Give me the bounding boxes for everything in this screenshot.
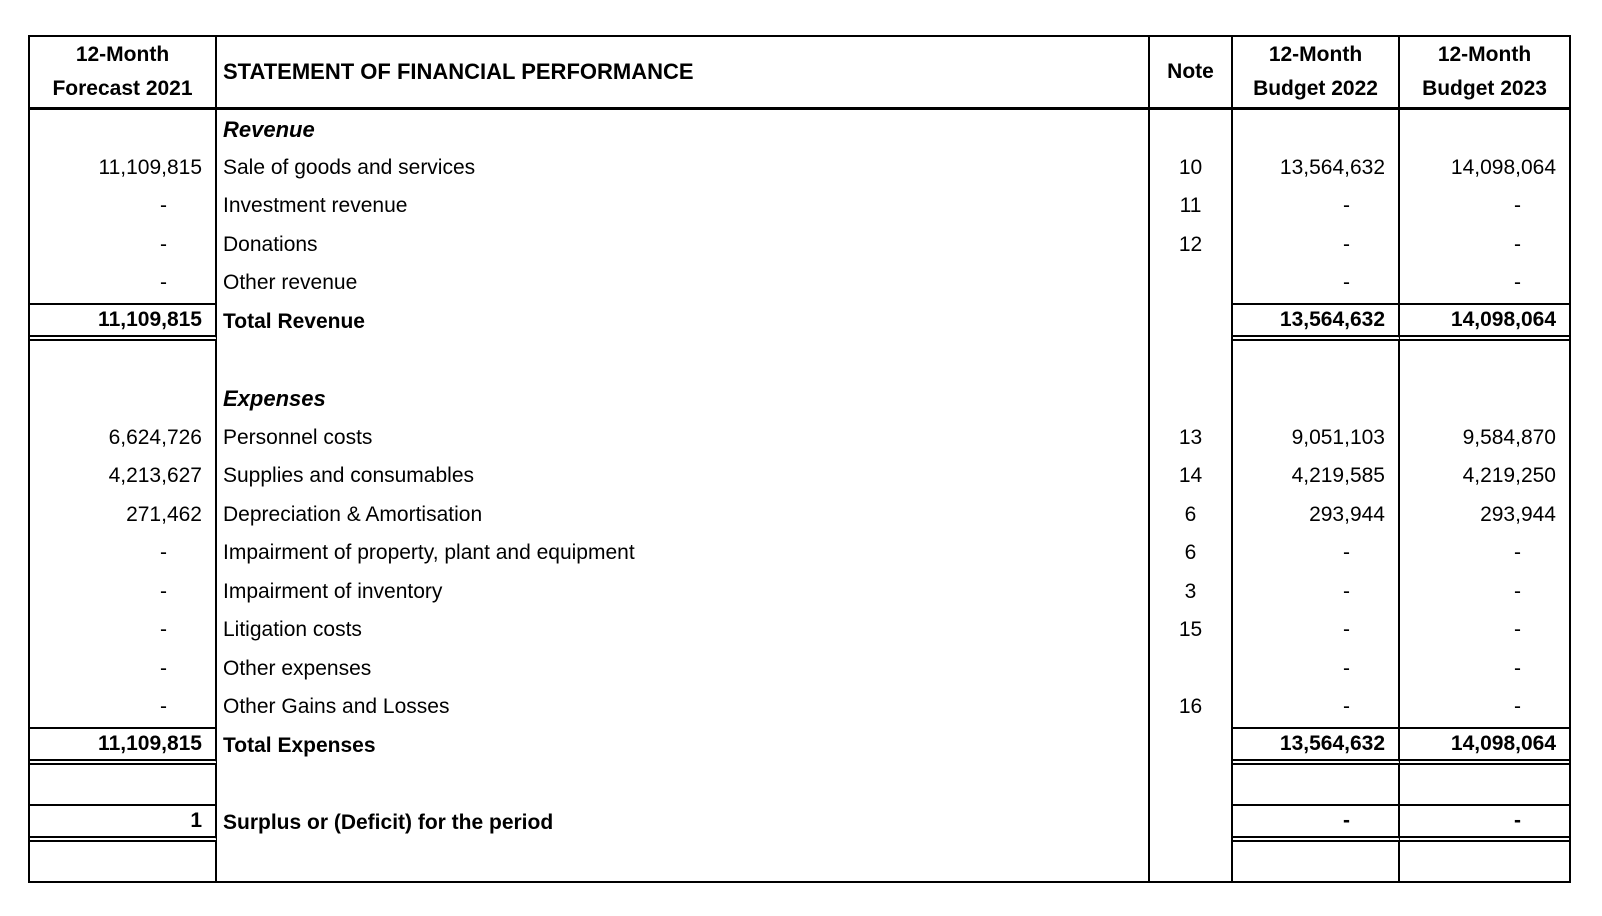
cell-total-label: Total Revenue [217, 303, 1150, 342]
cell-budget-2023: 14,098,064 [1400, 727, 1569, 766]
cell-budget-2023: - [1514, 541, 1521, 565]
header-budget-2022-line1: 12-Month [1268, 43, 1363, 67]
cell-line-item: Impairment of property, plant and equipment [217, 534, 1150, 573]
cell-budget-2022: 9,051,103 [1233, 418, 1400, 457]
cell-line-item: Depreciation & Amortisation [217, 495, 1150, 534]
cell-budget-2022: - [1233, 187, 1400, 226]
cell-budget-2022 [1233, 842, 1400, 881]
cell-budget-2022: - [1233, 573, 1400, 612]
cell-forecast-2021: - [30, 264, 217, 303]
cell-note [1150, 804, 1233, 843]
header-budget-2023 [1400, 37, 1569, 110]
cell-forecast-2021: - [30, 650, 217, 689]
cell-forecast-2021 [30, 842, 217, 881]
header-forecast-2021 [30, 37, 217, 110]
cell-budget-2023 [1400, 341, 1569, 380]
cell-budget-2023: - [1400, 804, 1569, 843]
cell-line-item: Other Gains and Losses [217, 688, 1150, 727]
cell-budget-2023: - [1514, 618, 1521, 642]
header-budget-2023-line1: 12-Month [1437, 43, 1532, 67]
header-budget-2023-line2: Budget 2023 [1422, 76, 1547, 100]
cell-budget-2023: - [1514, 656, 1521, 680]
cell-note [1150, 842, 1233, 881]
cell-note: 16 [1150, 688, 1233, 727]
cell-note [1150, 341, 1233, 380]
cell-forecast-2021: 11,109,815 [30, 727, 217, 766]
cell-forecast-2021: 11,109,815 [30, 149, 217, 188]
cell-budget-2022: - [1233, 534, 1400, 573]
cell-forecast-2021: - [30, 573, 217, 612]
cell-note [1150, 765, 1233, 804]
cell-note: 14 [1150, 457, 1233, 496]
cell-note [1150, 727, 1233, 766]
cell-budget-2023 [1400, 765, 1569, 804]
cell-forecast-2021: - [30, 534, 217, 573]
cell-forecast-2021: 1 [30, 804, 217, 843]
cell-forecast-2021: - [30, 187, 217, 226]
cell-budget-2022: 13,564,632 [1233, 727, 1400, 766]
cell-budget-2022: - [1233, 264, 1400, 303]
cell-line-item [217, 765, 1150, 804]
cell-note: 6 [1150, 495, 1233, 534]
cell-line-item: Supplies and consumables [217, 457, 1150, 496]
cell-note: 13 [1150, 418, 1233, 457]
cell-budget-2022: - [1233, 226, 1400, 265]
cell-note [1150, 110, 1233, 149]
cell-budget-2022 [1233, 110, 1400, 149]
cell-budget-2023: 9,584,870 [1462, 425, 1556, 449]
cell-budget-2023: - [1514, 232, 1521, 256]
cell-forecast-2021: 271,462 [30, 495, 217, 534]
cell-forecast-2021 [30, 765, 217, 804]
cell-budget-2023: - [1514, 194, 1521, 218]
cell-line-item: Other revenue [217, 264, 1150, 303]
cell-note: 10 [1150, 149, 1233, 188]
cell-note: 15 [1150, 611, 1233, 650]
cell-budget-2022: 293,944 [1233, 495, 1400, 534]
cell-line-item: Litigation costs [217, 611, 1150, 650]
header-forecast-line2: Forecast 2021 [52, 76, 193, 100]
cell-total-label: Total Expenses [217, 727, 1150, 766]
cell-note [1150, 264, 1233, 303]
cell-forecast-2021 [30, 341, 217, 380]
header-budget-2022-line2: Budget 2022 [1253, 76, 1378, 100]
cell-budget-2022: - [1233, 688, 1400, 727]
cell-forecast-2021 [30, 380, 217, 419]
cell-line-item [217, 842, 1150, 881]
cell-budget-2023: 4,219,250 [1462, 464, 1556, 488]
financial-performance-table [28, 35, 1571, 883]
cell-forecast-2021: - [30, 611, 217, 650]
cell-budget-2023: - [1514, 579, 1521, 603]
cell-note: 11 [1150, 187, 1233, 226]
cell-note: 12 [1150, 226, 1233, 265]
cell-forecast-2021: 4,213,627 [30, 457, 217, 496]
cell-budget-2022 [1233, 341, 1400, 380]
header-forecast-line1: 12-Month [75, 43, 170, 67]
cell-budget-2022: - [1233, 650, 1400, 689]
cell-budget-2022 [1233, 380, 1400, 419]
cell-budget-2023: 14,098,064 [1450, 155, 1556, 179]
header-budget-2022 [1233, 37, 1400, 110]
cell-budget-2022 [1233, 765, 1400, 804]
cell-budget-2022: 13,564,632 [1233, 149, 1400, 188]
cell-line-item: Personnel costs [217, 418, 1150, 457]
cell-budget-2023: - [1514, 271, 1521, 295]
cell-budget-2022: - [1233, 611, 1400, 650]
cell-budget-2023: 293,944 [1480, 502, 1556, 526]
cell-line-item: Investment revenue [217, 187, 1150, 226]
cell-forecast-2021: - [30, 226, 217, 265]
cell-budget-2022: - [1233, 804, 1400, 843]
cell-line-item: Impairment of inventory [217, 573, 1150, 612]
cell-forecast-2021: 11,109,815 [30, 303, 217, 342]
cell-line-item [217, 341, 1150, 380]
cell-forecast-2021: 6,624,726 [30, 418, 217, 457]
cell-forecast-2021 [30, 110, 217, 149]
cell-budget-2022: 4,219,585 [1233, 457, 1400, 496]
cell-budget-2023: 14,098,064 [1400, 303, 1569, 342]
section-label-revenue: Revenue [217, 110, 1150, 149]
cell-line-item: Sale of goods and services [217, 149, 1150, 188]
cell-budget-2023: - [1514, 695, 1521, 719]
page-title: STATEMENT OF FINANCIAL PERFORMANCE [217, 37, 1150, 110]
cell-line-item: Other expenses [217, 650, 1150, 689]
cell-note [1150, 380, 1233, 419]
cell-line-item: Donations [217, 226, 1150, 265]
cell-note [1150, 650, 1233, 689]
cell-budget-2023 [1400, 380, 1569, 419]
header-note: Note [1150, 37, 1233, 110]
cell-surplus-label: Surplus or (Deficit) for the period [217, 804, 1150, 843]
cell-note: 3 [1150, 573, 1233, 612]
cell-budget-2023 [1400, 110, 1569, 149]
cell-forecast-2021: - [30, 688, 217, 727]
cell-budget-2022: 13,564,632 [1233, 303, 1400, 342]
section-label-expenses: Expenses [217, 380, 1150, 419]
cell-note: 6 [1150, 534, 1233, 573]
cell-budget-2023 [1400, 842, 1569, 881]
cell-note [1150, 303, 1233, 342]
